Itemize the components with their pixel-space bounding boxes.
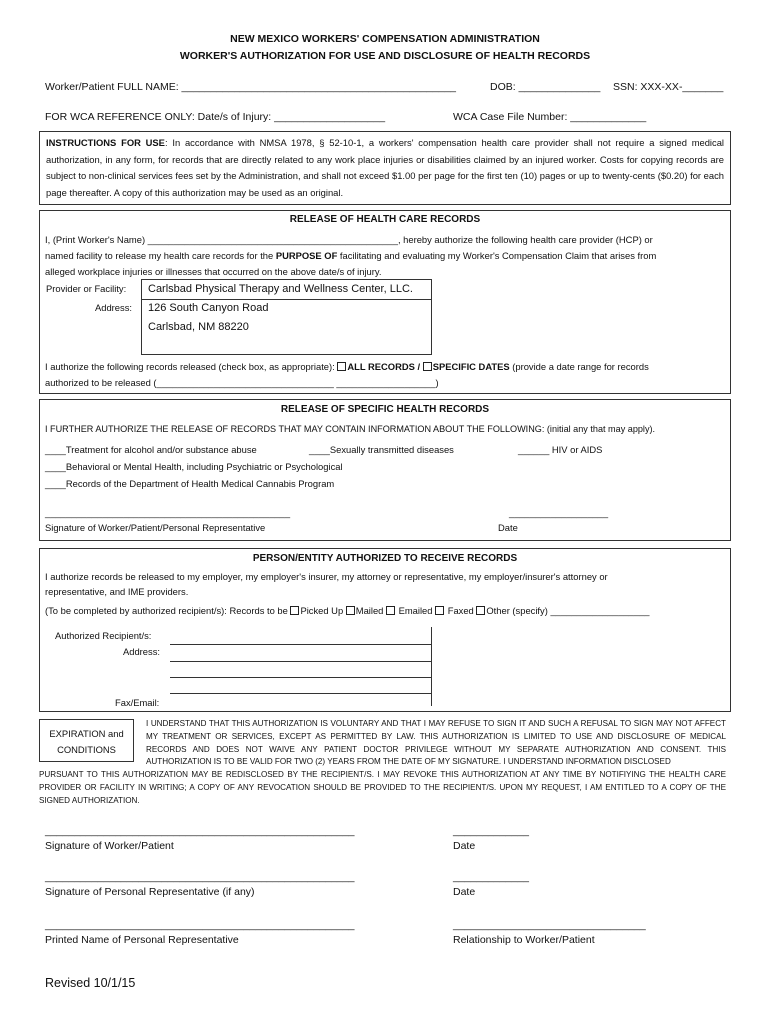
representative-signature-label: Signature of Personal Representative (if any) — [45, 886, 255, 898]
provider-address-label: Address: — [95, 302, 132, 313]
delivery-method-row — [45, 605, 650, 617]
instructions-text — [46, 135, 724, 201]
recipient-label: Authorized Recipient/s: — [55, 630, 152, 641]
expiration-label-line2: CONDITIONS — [57, 744, 116, 755]
expiration-terms-part2: PURSUANT TO THIS AUTHORIZATION MAY BE REDISCLOSED BY THE RECIPIENT/S. I MAY REVOKE THIS AUTHORIZATION AT ANY TIME BY NOTIFIYING THE HEALTH CARE PROVIDER OR FACILITY IN WRITING; A COPY OF ANY REVOCATION SHOULD BE PROVIDED TO THE RECIPIENT/S. UPON MY REQUEST, I AM ENTITLED TO A COPY OF THE SIGNED AUTHORIZATION. — [39, 770, 726, 805]
provider-top-divider — [141, 279, 432, 280]
records-choice-pre: I authorize the following records released (check box, as appropriate): — [45, 361, 338, 372]
specific-dates-checkbox[interactable] — [423, 362, 432, 371]
specific-date-line[interactable]: ___________________ — [509, 507, 609, 518]
cannabis-program-initial-field[interactable]: ____Records of the Department of Health Medical Cannabis Program — [45, 478, 335, 489]
worker-signature-line[interactable]: _____________________________________________________ — [45, 825, 355, 837]
faxed-label: Faxed — [445, 605, 477, 616]
dob-field[interactable]: DOB: ______________ — [490, 81, 601, 93]
instructions-box — [39, 131, 731, 205]
relationship-label: Relationship to Worker/Patient — [453, 934, 595, 946]
specific-signature-label: Signature of Worker/Patient/Personal Representative — [45, 522, 266, 533]
provider-row-divider — [141, 299, 432, 300]
address-line-3[interactable] — [170, 693, 432, 694]
all-records-label: ALL RECORDS — [347, 361, 415, 372]
release-specific-records-heading: RELEASE OF SPECIFIC HEALTH RECORDS — [280, 404, 490, 415]
fax-email-label: Fax/Email: — [115, 697, 160, 708]
alcohol-substance-initial-field[interactable]: ____Treatment for alcohol and/or substance abuse — [45, 444, 257, 455]
specific-records-intro: I FURTHER AUTHORIZE THE RELEASE OF RECORDS THAT MAY CONTAIN INFORMATION ABOUT THE FOLLOWING: (initial any that may apply). — [45, 424, 656, 434]
authorized-recipient-heading: PERSON/ENTITY AUTHORIZED TO RECEIVE RECORDS — [252, 553, 518, 564]
emailed-checkbox[interactable] — [386, 606, 395, 615]
specific-date-label: Date — [498, 522, 518, 533]
behavioral-health-initial-field[interactable]: ____Behavioral or Mental Health, including Psychiatric or Psychological — [45, 461, 343, 472]
faxed-checkbox[interactable] — [435, 606, 444, 615]
provider-value[interactable]: Carlsbad Physical Therapy and Wellness Center, LLC. — [148, 283, 413, 295]
provider-address-line1[interactable]: 126 South Canyon Road — [148, 302, 269, 314]
authorized-recipient-line1: I authorize records be released to my employer, my employer's insurer, my attorney or representative, my employer/insurer's attorney or — [45, 571, 608, 582]
hiv-initial-field[interactable]: ______ HIV or AIDS — [518, 444, 603, 455]
provider-address-line2[interactable]: Carlsbad, NM 88220 — [148, 321, 249, 333]
revision-date: Revised 10/1/15 — [45, 976, 136, 990]
delivery-method-pre: (To be completed by authorized recipient/s): Records to be — [45, 605, 291, 616]
records-choice-slash: / — [414, 361, 423, 372]
purpose-pre: named facility to release my health care records for the — [45, 250, 276, 261]
records-choice-post: (provide a date range for records — [509, 361, 649, 372]
worker-signature-date-line[interactable]: _____________ — [453, 825, 529, 837]
specific-signature-line[interactable]: _______________________________________________ — [45, 507, 291, 518]
picked-up-label: Picked Up — [300, 605, 346, 616]
all-records-checkbox[interactable] — [337, 362, 346, 371]
representative-signature-date-label: Date — [453, 886, 476, 898]
relationship-line[interactable]: _________________________________ — [453, 919, 646, 931]
emailed-label: Emailed — [396, 605, 436, 616]
address-line-2[interactable] — [170, 677, 432, 678]
form-agency-title: NEW MEXICO WORKERS' COMPENSATION ADMINISTRATION — [230, 33, 540, 45]
date-of-injury-field[interactable]: FOR WCA REFERENCE ONLY: Date/s of Injury: ___________________ — [45, 111, 386, 123]
expiration-conditions-box — [39, 719, 134, 762]
address-line-1[interactable] — [170, 661, 432, 662]
other-specify-field[interactable]: Other (specify) ___________________ — [486, 605, 650, 616]
worker-name-field[interactable]: Worker/Patient FULL NAME: _______________________________________________ — [45, 81, 457, 93]
recipient-address-label: Address: — [123, 646, 160, 657]
records-date-range-field[interactable]: authorized to be released (__________________________________ ___________________) — [45, 377, 439, 388]
printed-name-label: Printed Name of Personal Representative — [45, 934, 239, 946]
printed-name-line[interactable]: _____________________________________________________ — [45, 919, 355, 931]
picked-up-checkbox[interactable] — [290, 606, 299, 615]
purpose-bold: PURPOSE OF — [275, 250, 338, 261]
worker-signature-date-label: Date — [453, 840, 476, 852]
recipient-grid-divider — [431, 627, 432, 706]
authorized-recipient-line2: representative, and IME providers. — [45, 586, 189, 597]
other-checkbox[interactable] — [476, 606, 485, 615]
wca-case-number-field[interactable]: WCA Case File Number: _____________ — [453, 111, 647, 123]
expiration-terms-part1: I UNDERSTAND THAT THIS AUTHORIZATION IS VOLUNTARY AND THAT I MAY REFUSE TO SIGN IT AND SUCH A REFUSAL TO SIGN MAY NOT AFFECT MY TREATMENT OR SERVICES, EXCEPT AS PERMITTED BY LAW. THIS AUTHORIZATION IS LIMITED TO USE AND DISCLOSURE OF MEDICAL RECORDS AND DOES NOT WAIVE ANY PATIENT DOCTOR PRIVILEGE WITHOUT MY SEPARATE AUTHORIZATION AND CONSENT. THIS AUTHORIZATION IS TO BE VALID FOR TWO (2) YEARS FROM THE DATE OF MY SIGNATURE. I UNDERSTAND INFORMATION DISCLOSED — [146, 719, 726, 767]
recipient-line[interactable] — [170, 644, 432, 645]
release-health-records-heading: RELEASE OF HEALTH CARE RECORDS — [289, 214, 481, 225]
purpose-post: facilitating and evaluating my Worker's Compensation Claim that arises from — [337, 250, 657, 261]
mailed-label: Mailed — [355, 605, 387, 616]
expiration-label-line1: EXPIRATION and — [49, 728, 124, 739]
instructions-heading: INSTRUCTIONS FOR USE — [46, 137, 165, 148]
representative-signature-line[interactable]: _____________________________________________________ — [45, 871, 355, 883]
representative-signature-date-line[interactable]: _____________ — [453, 871, 529, 883]
instructions-body: : In accordance with NMSA 1978, § 52-10-1, a workers' compensation health care provider shall not require a signed medical authorization, in any form, for records that are directly related to any work place injuries or disabilities claimed by an injured worker. Costs for copying records are subject to non-clinical services fees set by the Administration, and shall not exceed $1.00 per page for the first ten (10) pages or up to twenty-cents ($0.20) for each page thereafter. A copy of this authorization may be used as an original. — [46, 137, 724, 198]
records-release-choice — [45, 361, 649, 373]
mailed-checkbox[interactable] — [346, 606, 355, 615]
purpose-statement — [45, 250, 656, 262]
ssn-field[interactable]: SSN: XXX-XX-_______ — [613, 81, 724, 93]
std-initial-field[interactable]: ____Sexually transmitted diseases — [309, 444, 454, 455]
print-worker-name-field[interactable]: I, (Print Worker's Name) ________________________________________________, hereby authorize the following health care provider (HCP) or — [45, 234, 653, 245]
form-title: WORKER'S AUTHORIZATION FOR USE AND DISCLOSURE OF HEALTH RECORDS — [179, 50, 591, 62]
specific-dates-label: SPECIFIC DATES — [432, 361, 510, 372]
injury-statement: alleged workplace injuries or illnesses that occurred on the above date/s of injury. — [45, 266, 382, 277]
provider-label: Provider or Facility: — [46, 283, 127, 294]
worker-signature-label: Signature of Worker/Patient — [45, 840, 174, 852]
